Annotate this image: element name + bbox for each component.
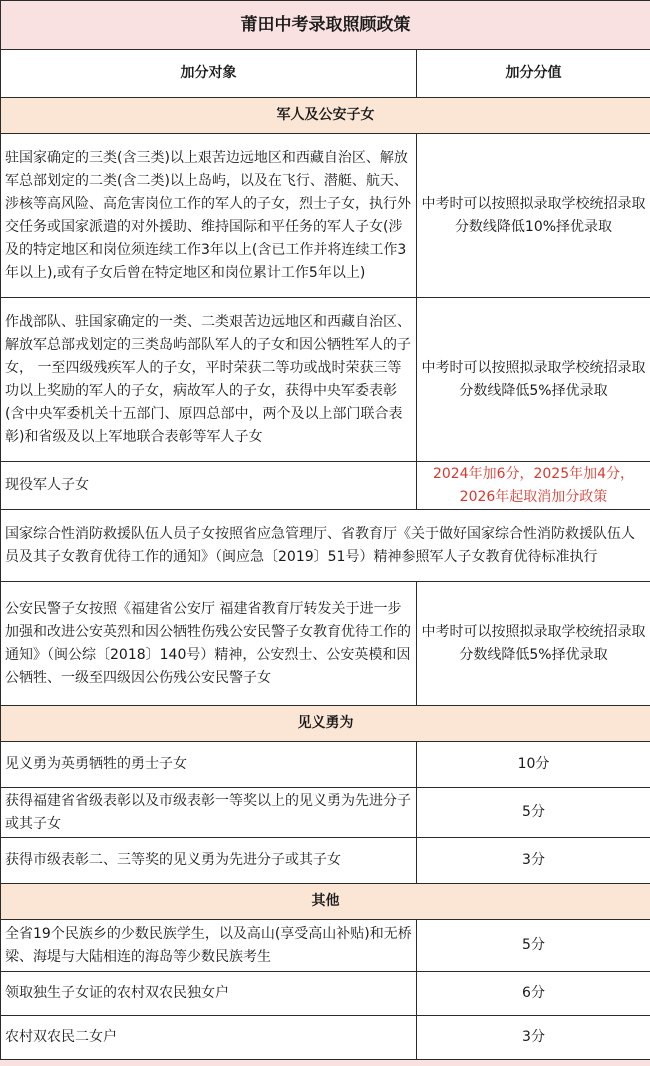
row-value: 中考时可以按照拟录取学校统招录取分数线降低5%择优录取 (417, 582, 650, 706)
row-value: 5分 (417, 920, 650, 972)
section-header-other (1, 884, 650, 920)
page-title: 莆田中考录取照顾政策 (1, 1, 650, 50)
header-row (1, 50, 650, 98)
bottom-strip (0, 1060, 650, 1066)
row-value: 3分 (417, 838, 650, 884)
row-value: 5分 (417, 788, 650, 838)
header-target: 加分对象 (1, 50, 417, 98)
row-target: 见义勇为英勇牺牲的勇士子女 (1, 742, 417, 788)
table-row (1, 742, 650, 788)
row-target: 获得市级表彰二、三等奖的见义勇为先进分子或其子女 (1, 838, 417, 884)
table-row (1, 788, 650, 838)
row-value: 3分 (417, 1016, 650, 1060)
table-row (1, 972, 650, 1016)
row-value: 10分 (417, 742, 650, 788)
row-target-full: 国家综合性消防救援队伍人员子女按照省应急管理厅、省教育厅《关于做好国家综合性消防救援队伍人员及其子女教育优待工作的通知》（闽应急〔2019〕51号）精神参照军人子女教育优待标准执行 (1, 510, 650, 582)
row-target: 全省19个民族乡的少数民族学生，以及高山(享受高山补贴)和无桥梁、海堤与大陆相连的海岛等少数民族考生 (1, 920, 417, 972)
row-target: 作战部队、驻国家确定的一类、二类艰苦边远地区和西藏自治区、解放军总部戎划定的三类岛屿部队军人的子女和因公牺牲军人的子女， 一至四级残疾军人的子女，平时荣获二等功或战时荣获三等功以上奖励的军人的子女，病故军人的子女，获得中央军委表彰(含中央军委机关十五部门、原四总部中，两个及以上部门联合表彰)和省级及以上军地联合表彰等军人子女 (1, 298, 417, 462)
row-target: 获得福建省省级表彰以及市级表彰一等奖以上的见义勇为先进分子或其子女 (1, 788, 417, 838)
section-label: 见义勇为 (1, 706, 650, 742)
row-target: 公安民警子女按照《福建省公安厅 福建省教育厅转发关于进一步加强和改进公安英烈和因公牺牲伤残公安民警子女教育优待工作的通知》（闽公综〔2018〕140号）精神，公安烈士、公安英模和因公牺牲、一级至四级因公伤残公安民警子女 (1, 582, 417, 706)
row-target: 领取独生子女证的农村双农民独女户 (1, 972, 417, 1016)
table-row (1, 582, 650, 706)
section-label: 其他 (1, 884, 650, 920)
table-row (1, 510, 650, 582)
row-target: 驻国家确定的三类(含三类)以上艰苦边远地区和西藏自治区、解放军总部划定的二类(含二类)以上岛屿，以及在飞行、潜艇、航天、涉核等高风险、高危害岗位工作的军人的子女，烈士子女，执行外交任务或国家派遣的对外援助、维持国际和平任务的军人子女(涉及的特定地区和岗位须连续工作3年以上(含已工作并将连续工作3年以上),或有子女后曾在特定地区和岗位累计工作5年以上) (1, 134, 417, 298)
table-row (1, 920, 650, 972)
table-row (1, 134, 650, 298)
table-row (1, 298, 650, 462)
table-row (1, 462, 650, 510)
table-row (1, 838, 650, 884)
row-value-highlight: 2024年加6分，2025年加4分，2026年起取消加分政策 (417, 462, 650, 510)
title-row (1, 1, 650, 50)
row-target: 农村双农民二女户 (1, 1016, 417, 1060)
row-value: 6分 (417, 972, 650, 1016)
row-value: 中考时可以按照拟录取学校统招录取分数线降低5%择优录取 (417, 298, 650, 462)
table-row (1, 1016, 650, 1060)
section-header-bravery (1, 706, 650, 742)
row-target: 现役军人子女 (1, 462, 417, 510)
section-header-military (1, 98, 650, 134)
row-value: 中考时可以按照拟录取学校统招录取分数线降低10%择优录取 (417, 134, 650, 298)
section-label: 军人及公安子女 (1, 98, 650, 134)
header-value: 加分分值 (417, 50, 650, 98)
